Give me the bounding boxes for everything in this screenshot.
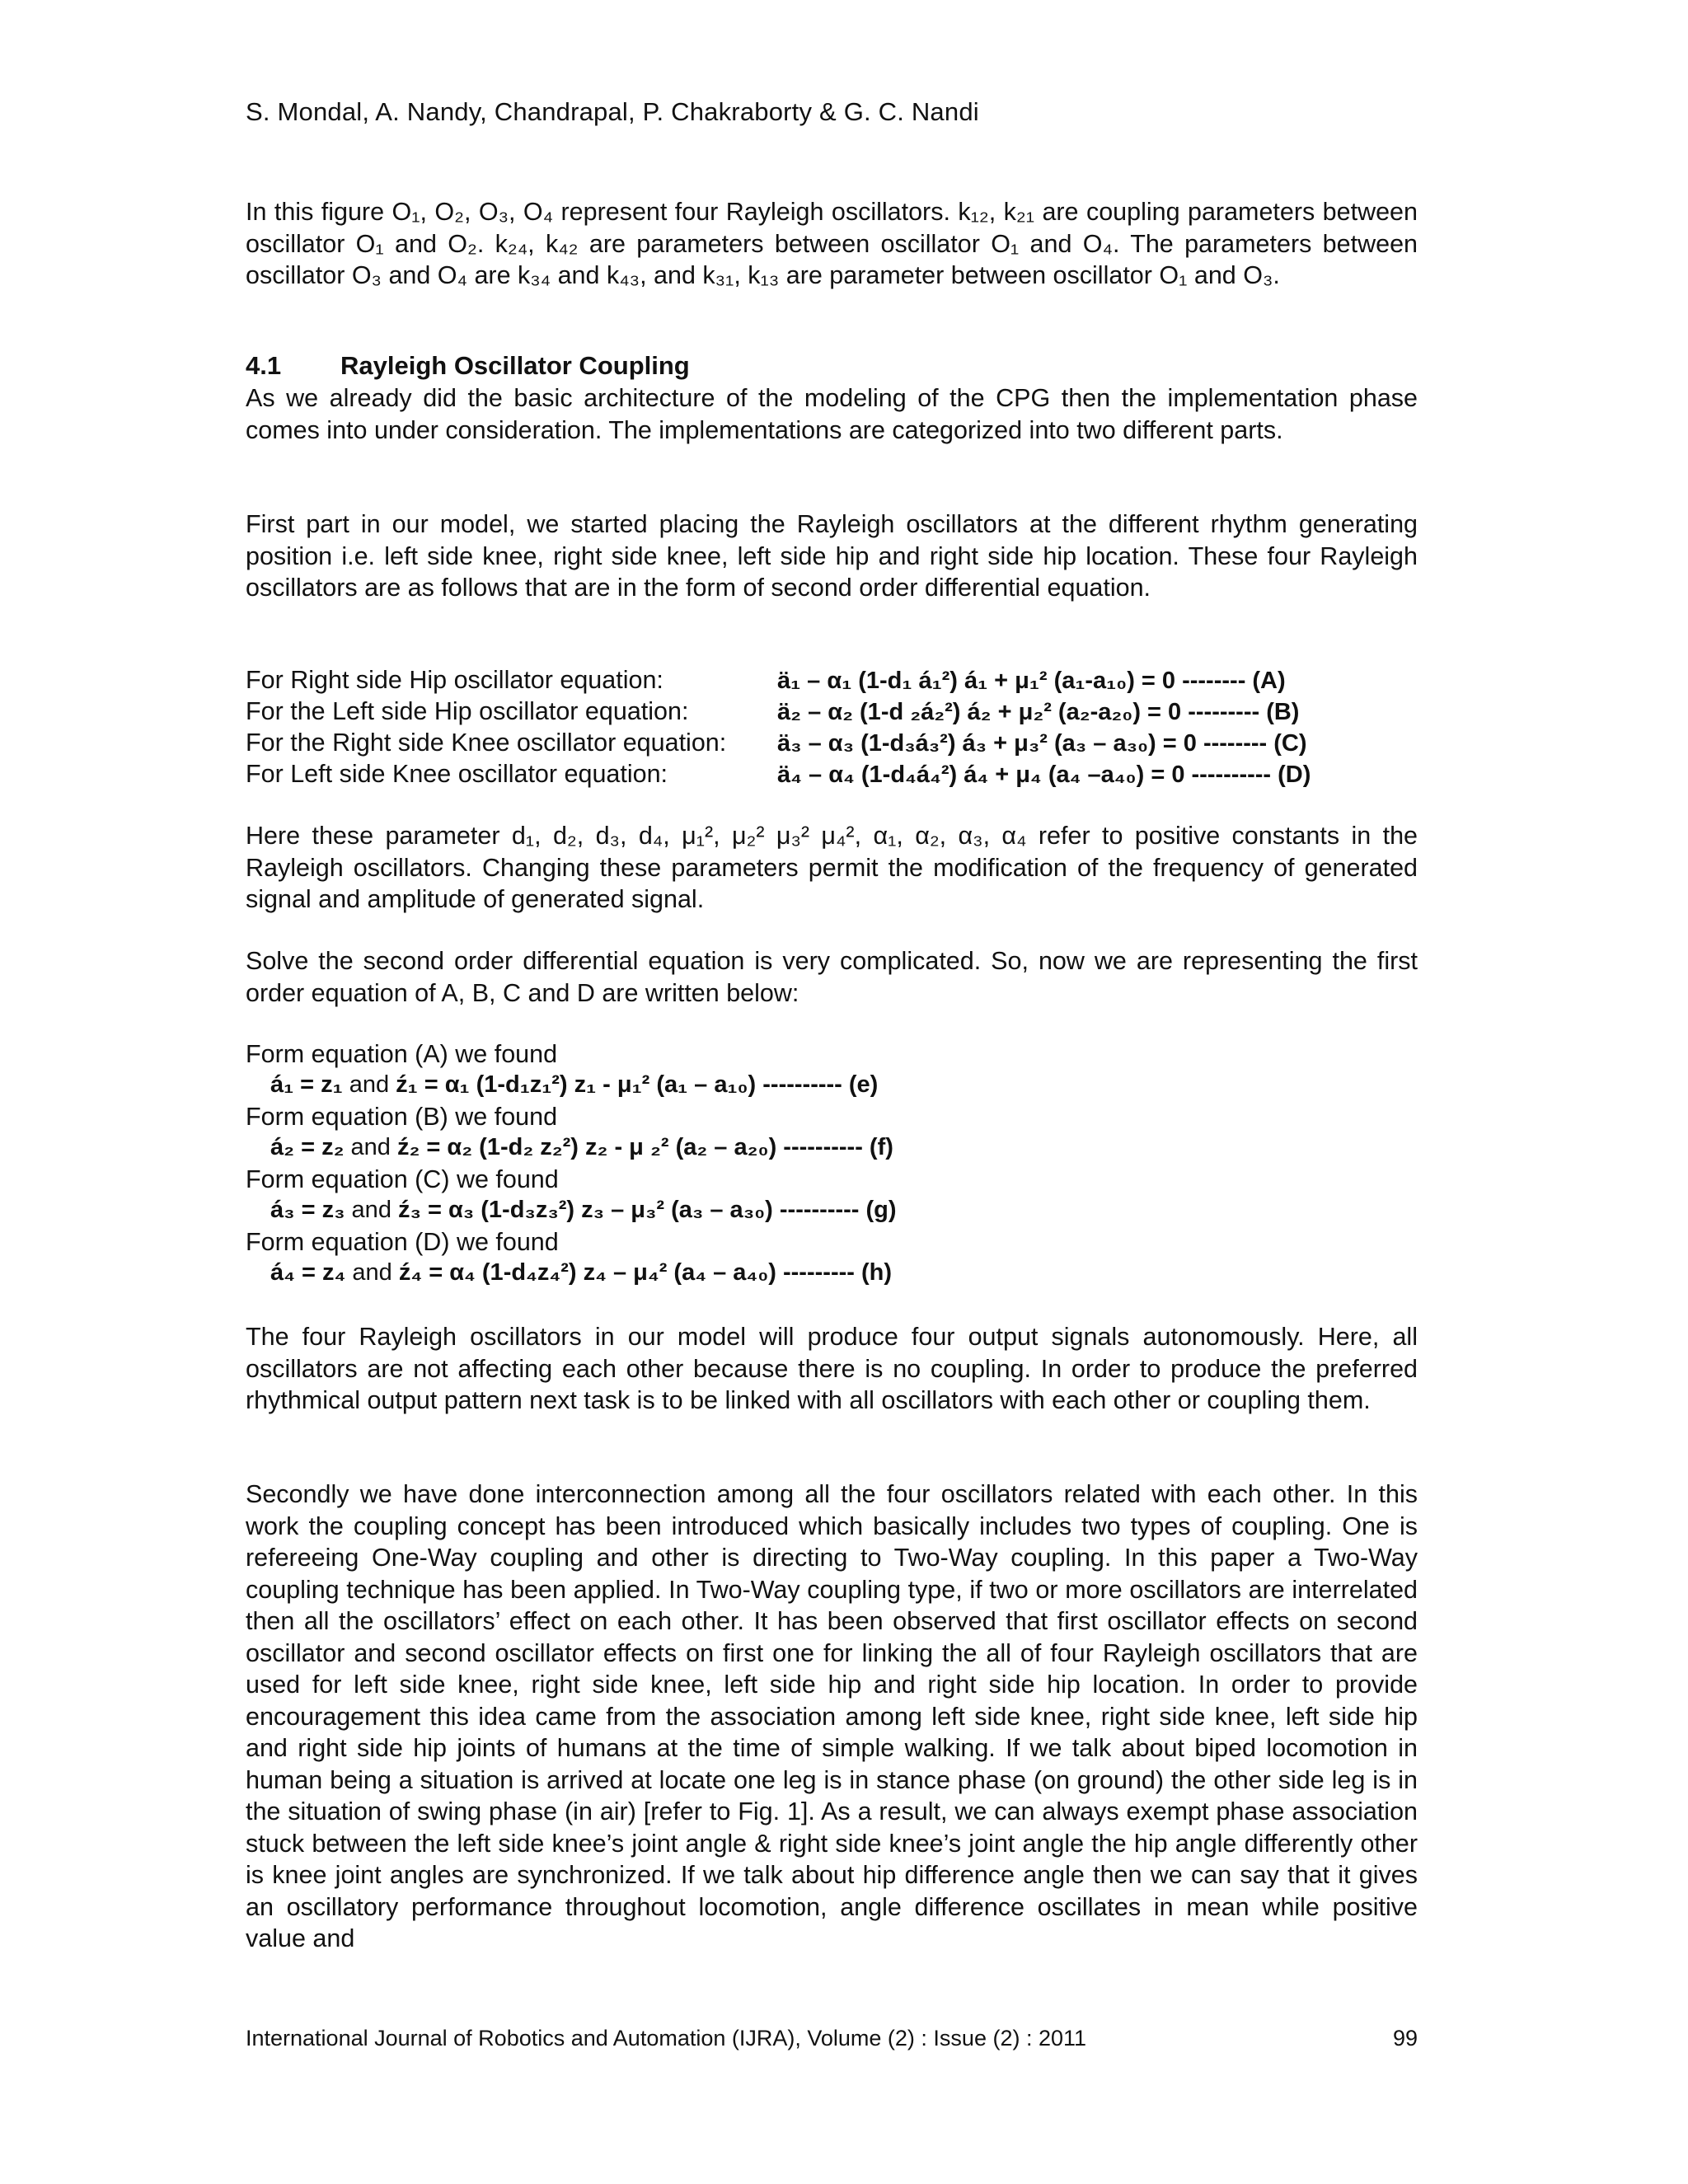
running-header: S. Mondal, A. Nandy, Chandrapal, P. Chakraborty & G. C. Nandi (246, 97, 979, 126)
equation-rhs: ź₂ = α₂ (1-d₂ z₂²) z₂ - μ ₂² (a₂ – a₂₀) ---------- (f) (396, 1134, 893, 1160)
section-title: Rayleigh Oscillator Coupling (340, 351, 690, 380)
equation: ä₂ – α₂ (1-d ₂á₂²) á₂ + μ₂² (a₂-a₂₀) = 0 --------- (B) (777, 699, 1300, 725)
equation-row-d (246, 758, 1418, 790)
equation-rhs: ź₃ = α₃ (1-d₃z₃²) z₃ – μ₃² (a₃ – a₃₀) ---------- (g) (398, 1197, 897, 1223)
equation-rhs: ź₄ = α₄ (1-d₄z₄²) z₄ – μ₄² (a₄ – a₄₀) --------- (h) (398, 1259, 892, 1286)
equation-and: and (344, 1134, 397, 1160)
page-footer (246, 2026, 1418, 2051)
page-number: 99 (1392, 2026, 1418, 2050)
equation-and: and (345, 1197, 398, 1223)
first-order-heading-d: Form equation (D) we found (246, 1228, 559, 1256)
equation-row-a (246, 664, 1418, 696)
paragraph-1: As we already did the basic architecture of the modeling of the CPG then the implementation phase comes into under consideration. The implementations are categorized into two different parts. (246, 384, 1418, 444)
equation-label: For the Left side Hip oscillator equation: (246, 697, 689, 725)
equation: ä₄ – α₄ (1-d₄á₄²) á₄ + μ₄ (a₄ –a₄₀) = 0 ---------- (D) (777, 762, 1311, 788)
equation-label: For the Right side Knee oscillator equation: (246, 729, 727, 757)
first-order-heading-c: Form equation (C) we found (246, 1165, 559, 1193)
equation-lhs: á₄ = z₄ (270, 1259, 346, 1286)
first-order-equation-e (270, 1071, 878, 1099)
equation-rhs: ź₁ = α₁ (1-d₁z₁²) z₁ - μ₁² (a₁ – a₁₀) ---------- (e) (396, 1071, 879, 1098)
section-heading (246, 351, 690, 381)
equation-lhs: á₂ = z₂ (270, 1134, 345, 1160)
first-order-heading-a: Form equation (A) we found (246, 1040, 558, 1068)
equation-label: For Left side Knee oscillator equation: (246, 760, 668, 788)
equation-lhs: á₁ = z₁ (270, 1071, 343, 1098)
paragraph-4: Solve the second order differential equation is very complicated. So, now we are representing the first order equation of A, B, C and D are written below: (246, 947, 1418, 1007)
equation: ä₃ – α₃ (1-d₃á₃²) á₃ + μ₃² (a₃ – a₃₀) = 0 -------- (C) (777, 730, 1307, 757)
equation-label: For Right side Hip oscillator equation: (246, 666, 663, 694)
paragraph-2: First part in our model, we started placing the Rayleigh oscillators at the different rhythm generating position i.e. left side knee, right side knee, left side hip and right side hip location. These four Rayleigh oscillators are as follows that are in the form of second order differential equation. (246, 510, 1418, 602)
paragraph-5: The four Rayleigh oscillators in our model will produce four output signals autonomously. Here, all oscillators are not affecting each other because there is no coupling. In order to produce the preferred rhythmical output pattern next task is to be linked with all oscillators with each other or coupling them. (246, 1323, 1418, 1414)
equation-and: and (342, 1071, 396, 1098)
paragraph-3: Here these parameter d₁, d₂, d₃, d₄, μ₁², μ₂² μ₃² μ₄², α₁, α₂, α₃, α₄ refer to positive constants in the Rayleigh oscillators. Changing these parameters permit the modification of the frequency of generated signal and amplitude of generated signal. (246, 822, 1418, 913)
equation: ä₁ – α₁ (1-d₁ á₁²) á₁ + μ₁² (a₁-a₁₀) = 0 -------- (A) (777, 668, 1286, 694)
journal-citation: International Journal of Robotics and Automation (IJRA), Volume (2) : Issue (2) : 2011 (246, 2026, 1087, 2050)
first-order-equation-g (270, 1197, 897, 1224)
first-order-equation-f (270, 1134, 893, 1161)
first-order-heading-b: Form equation (B) we found (246, 1103, 558, 1131)
equation-row-b (246, 696, 1418, 728)
equation-and: and (345, 1259, 399, 1286)
intro-paragraph: In this figure O₁, O₂, O₃, O₄ represent four Rayleigh oscillators. k₁₂, k₂₁ are coupling parameters between oscillator O₁ and O₂. k₂₄, k₄₂ are parameters between oscillator O₁ and O₄. The parameters between oscillator O₃ and O₄ are k₃₄ and k₄₃, and k₃₁, k₁₃ are parameter between oscillator O₁ and O₃. (246, 198, 1418, 289)
paragraph-6: Secondly we have done interconnection among all the four oscillators related with each other. In this work the coupling concept has been introduced which basically includes two types of coupling. One is refereeing One-Way coupling and other is directing to Two-Way coupling. In this paper a Two-Way coupling technique has been applied. In Two-Way coupling type, if two or more oscillators are interrelated then all the oscillators’ effect on each other. It has been observed that first oscillator effects on second oscillator and second oscillator effects on first one for linking the all of four Rayleigh oscillators that are used for left side knee, right side knee, left side hip and right side hip location. In order to provide encouragement this idea came from the association among left side knee, right side knee, left side hip and right side hip joints of humans at the time of simple walking. If we talk about biped locomotion in human being a situation is arrived at locate one leg is in stance phase (on ground) the other side leg is in the situation of swing phase (in air) [refer to Fig. 1]. As a result, we can always exempt phase association stuck between the left side knee’s joint angle & right side knee’s joint angle the hip angle differently other is knee joint angles are synchronized. If we talk about hip difference angle then we can say that it gives an oscillatory performance throughout locomotion, angle difference oscillates in mean while positive value and (246, 1480, 1418, 1952)
section-number: 4.1 (246, 351, 282, 380)
equation-lhs: á₃ = z₃ (270, 1197, 345, 1223)
first-order-equation-h (270, 1259, 892, 1286)
equation-row-c (246, 727, 1418, 759)
